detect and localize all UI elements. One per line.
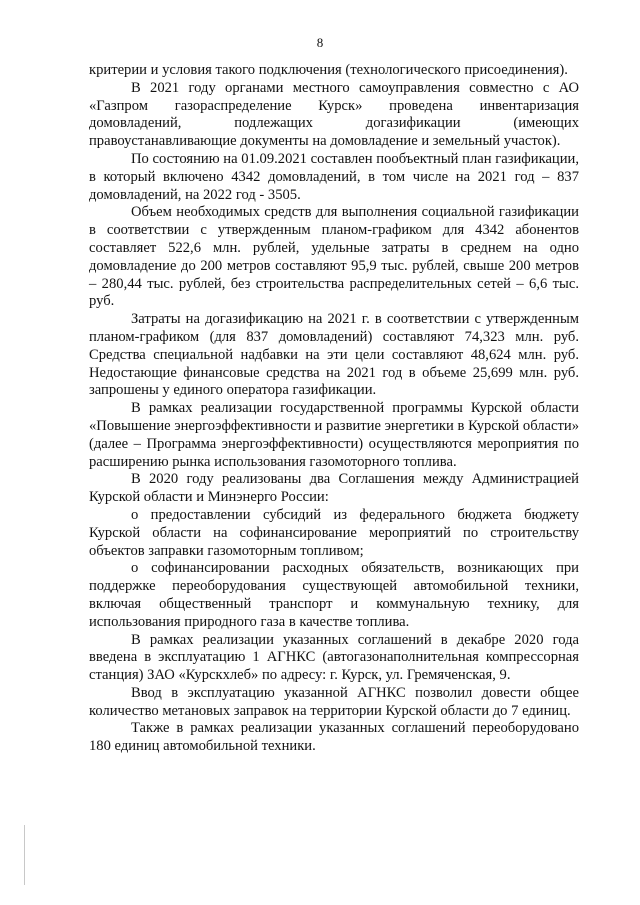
paragraph-funding-volume: Объем необходимых средств для выполнения социальной газификации в соответствии с утвержденным планом-графиком для 4342 абонентов составляет 522,6 млн. рублей, удельные затраты в среднем на одно домовладение до 200 метров составляют 95,9 тыс. рублей, свыше 200 метров – 280,44 тыс. рублей, без строительства распределительных сетей – 6,6 тыс. руб.	[89, 204, 579, 310]
page-number: 8	[316, 35, 324, 50]
paragraph-subsidies: о предоставлении субсидий из федерального бюджета бюджету Курской области на софинансирование мероприятий по строительству объектов заправки газомоторным топливом;	[89, 506, 579, 559]
paragraph-cofinancing: о софинансировании расходных обязательств, возникающих при поддержке переоборудования существующей автомобильной техники, включая общественный транспорт и коммунальную технику, для использования природного газа в качестве топлива.	[89, 560, 579, 630]
paragraph-gasification-plan: По состоянию на 01.09.2021 составлен пообъектный план газификации, в который включено 4342 домовладений, в том числе на 2021 год – 837 домовладений, на 2022 год - 3505.	[89, 150, 579, 203]
paragraph-methane-stations: Ввод в эксплуатацию указанной АГНКС позволил довести общее количество метановых заправок на территории Курской области до 7 единиц.	[89, 684, 579, 719]
paragraph-inventory-2021: В 2021 году органами местного самоуправления совместно с АО «Газпром газораспределение Курск» проведена инвентаризация домовладений, подлежащих догазификации (имеющих правоустанавливающие документы на домовладение и земельный участок).	[89, 79, 579, 150]
document-body	[89, 62, 579, 756]
paragraph-agreements-2020: В 2020 году реализованы два Соглашения между Администрацией Курской области и Минэнерго России:	[89, 471, 579, 506]
scan-edge-mark	[24, 825, 25, 885]
paragraph-costs-2021: Затраты на догазификацию на 2021 г. в соответствии с утвержденным планом-графиком (для 837 домовладений) составляют 74,323 млн. руб. Средства специальной надбавки на эти цели составляют 48,624 млн. руб. Недостающие финансовые средства на 2021 год в объеме 25,699 млн. руб. запрошены у единого оператора газификации.	[89, 311, 579, 399]
paragraph-connection-criteria: критерии и условия такого подключения (технологического присоединения).	[89, 62, 568, 78]
paragraph-vehicle-conversion: Также в рамках реализации указанных соглашений переоборудовано 180 единиц автомобильной техники.	[89, 720, 579, 755]
paragraph-agnks-commissioning: В рамках реализации указанных соглашений в декабре 2020 года введена в эксплуатацию 1 АГНКС (автогазонаполнительная компрессорная станция) ЗАО «Курскхлеб» по адресу: г. Курск, ул. Гремяченская, 9.	[89, 631, 579, 684]
paragraph-energy-program: В рамках реализации государственной программы Курской области «Повышение энергоэффективности и развитие энергетики в Курской области» (далее – Программа энергоэффективности) осуществляются мероприятия по расширению рынка использования газомоторного топлива.	[89, 400, 579, 470]
